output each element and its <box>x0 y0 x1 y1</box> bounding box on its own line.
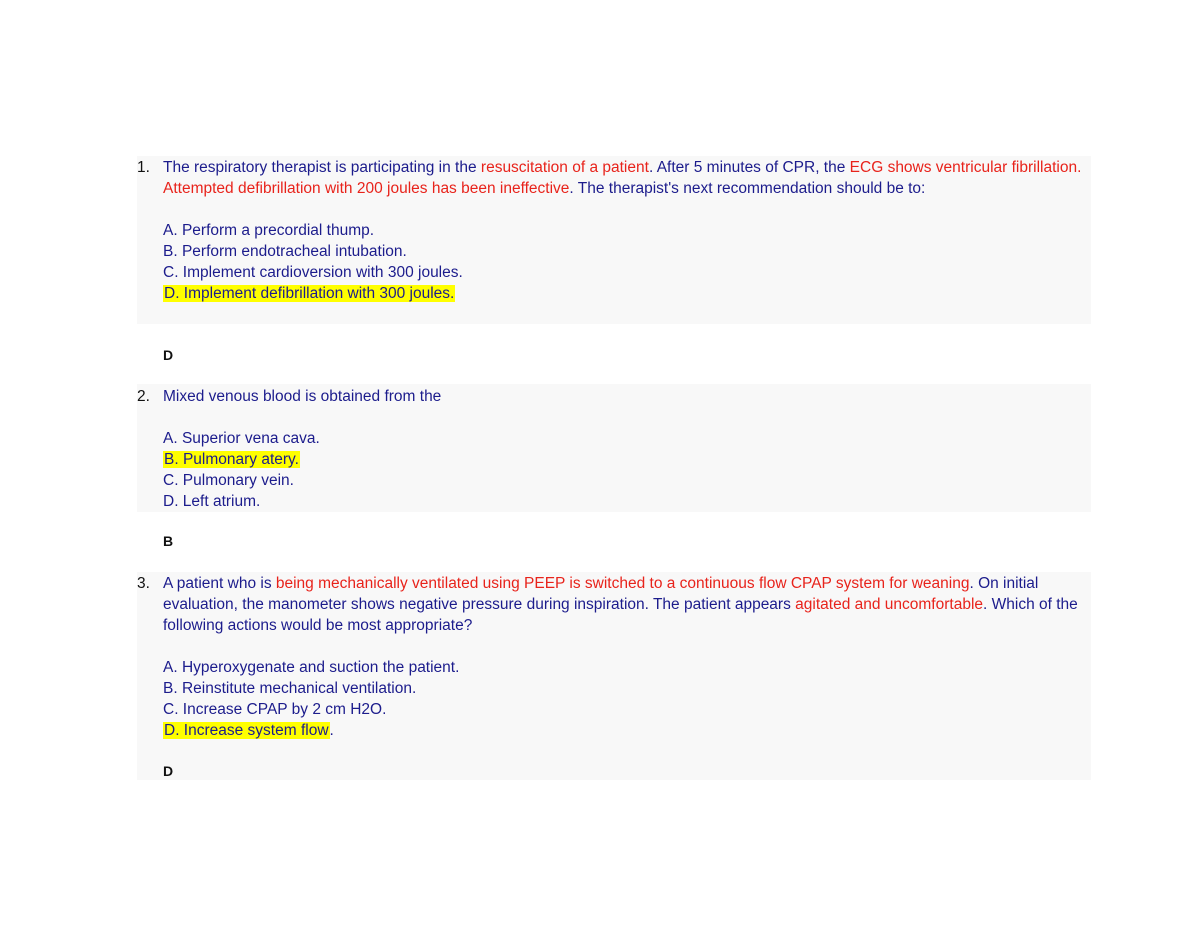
answer-key: B <box>163 533 174 549</box>
question-1 <box>137 157 1097 304</box>
question-text: Mixed venous blood is obtained from the <box>163 388 442 405</box>
option-d-correct <box>163 283 1097 304</box>
options-list <box>163 657 1097 741</box>
option-a: A. Superior vena cava. <box>163 430 320 447</box>
option-a: A. Perform a precordial thump. <box>163 222 375 239</box>
answer-key: D <box>163 347 174 363</box>
option-a: A. Hyperoxygenate and suction the patient. <box>163 659 460 676</box>
correct-option-highlight: B. Pulmonary atery. <box>164 451 299 468</box>
question-number: 2. <box>137 388 150 405</box>
answer-key: D <box>163 763 174 779</box>
question-number: 1. <box>137 159 150 176</box>
option-c: C. Implement cardioversion with 300 joules. <box>163 264 463 281</box>
options-list <box>163 220 1097 304</box>
emphasis-text: ECG shows ventricular fibrillation. Attempted defibrillation with 200 joules has been ineffective <box>163 159 1082 197</box>
option-d-correct: D. Increase system flow. <box>164 722 334 739</box>
option-d: D. Left atrium. <box>163 493 261 510</box>
question-text: The respiratory therapist is participating in the resuscitation of a patient. After 5 minutes of CPR, the ECG shows ventricular fibrillation. Attempted defibrillation with 200 joules has been ineffective. The therapist's next recommendation should be to: <box>163 159 1082 197</box>
emphasis-text: being mechanically ventilated using PEEP is switched to a continuous flow CPAP system for weaning <box>275 575 970 592</box>
option-b: B. Perform endotracheal intubation. <box>163 243 407 260</box>
option-c: C. Increase CPAP by 2 cm H2O. <box>163 701 387 718</box>
question-number: 3. <box>137 575 150 592</box>
question-3 <box>137 573 1097 741</box>
emphasis-text: agitated and uncomfortable <box>795 596 984 613</box>
question-text: A patient who is being mechanically ventilated using PEEP is switched to a continuous flow CPAP system for weaning. On initial evaluation, the manometer shows negative pressure during inspiration. The patient appears agitated and uncomfortable. Which of the following actions would be most appropriate? <box>163 575 1078 634</box>
option-b: B. Reinstitute mechanical ventilation. <box>163 680 417 697</box>
correct-option-highlight: D. Implement defibrillation with 300 joules. <box>164 285 455 302</box>
correct-option-highlight: D. Increase system flow <box>164 722 329 739</box>
option-b-correct <box>163 449 1097 470</box>
emphasis-text: resuscitation of a patient <box>480 159 649 176</box>
question-2 <box>137 386 1097 512</box>
options-list <box>163 428 1097 512</box>
option-c: C. Pulmonary vein. <box>163 472 294 489</box>
